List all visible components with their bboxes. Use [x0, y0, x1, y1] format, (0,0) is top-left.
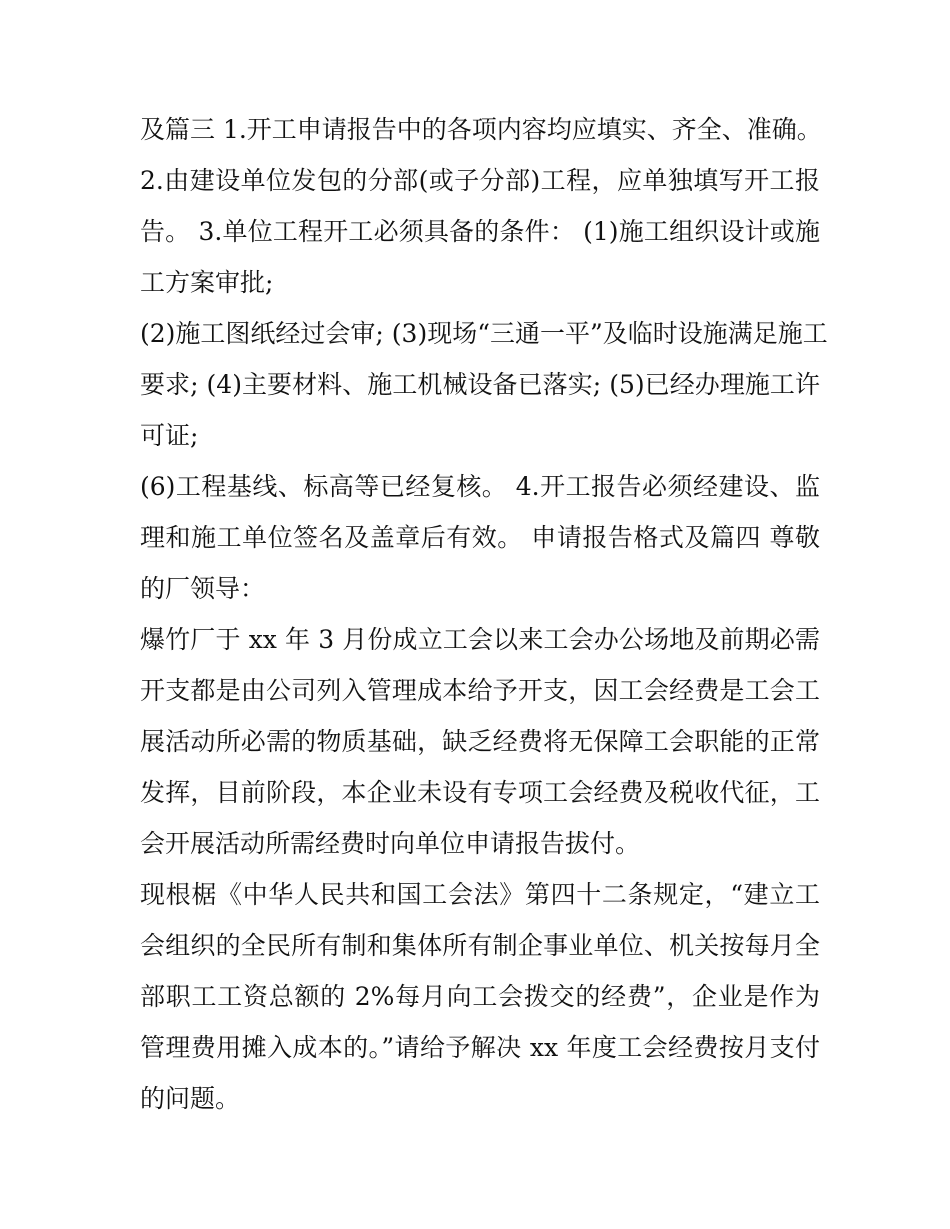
text-line-12: 开支都是由公司列入管理成本给予开支，因工会经费是工会工 [140, 676, 820, 705]
text-line-20: 的问题。 [140, 1084, 241, 1113]
text-line-2: 2.由建设单位发包的分部(或子分部)工程，应单独填写开工报 [140, 166, 820, 195]
text-line-15: 会开展活动所需经费时向单位申请报告拔付。 [140, 829, 641, 858]
text-line-14: 发挥，目前阶段，本企业未设有专项工会经费及税收代征，工 [140, 778, 820, 807]
text-line-1: 及篇三 1.开工申请报告中的各项内容均应填实、齐全、准确。 [140, 115, 822, 144]
text-line-19: 管理费用摊入成本的。”请给予解决 xx 年度工会经费按月支付 [140, 1033, 820, 1062]
text-line-3: 告。 3.单位工程开工必须具备的条件： (1)施工组织设计或施 [140, 217, 820, 246]
text-line-7: 可证; [140, 421, 199, 450]
text-line-6: 要求; (4)主要材料、施工机械设备已落实; (5)已经办理施工许 [140, 370, 820, 399]
text-line-5: (2)施工图纸经过会审; (3)现场“三通一平”及临时设施满足施工 [140, 319, 828, 348]
text-line-8: (6)工程基线、标高等已经复核。 4.开工报告必须经建设、监 [140, 472, 820, 501]
text-line-10: 的厂领导： [140, 574, 266, 603]
text-line-18: 部职工工资总额的 2%每月向工会拨交的经费”，企业是作为 [140, 982, 820, 1011]
text-line-4: 工方案审批; [140, 268, 274, 297]
document-body [140, 104, 828, 1124]
text-line-16: 现根椐《中华人民共和国工会法》第四十二条规定，“建立工 [140, 880, 820, 909]
text-line-11: 爆竹厂于 xx 年 3 月份成立工会以来工会办公场地及前期必需 [140, 625, 820, 654]
text-line-13: 展活动所必需的物质基础，缺乏经费将无保障工会职能的正常 [140, 727, 820, 756]
text-line-9: 理和施工单位签名及盖章后有效。 申请报告格式及篇四 尊敬 [140, 523, 820, 552]
text-line-17: 会组织的全民所有制和集体所有制企事业单位、机关按每月全 [140, 931, 820, 960]
